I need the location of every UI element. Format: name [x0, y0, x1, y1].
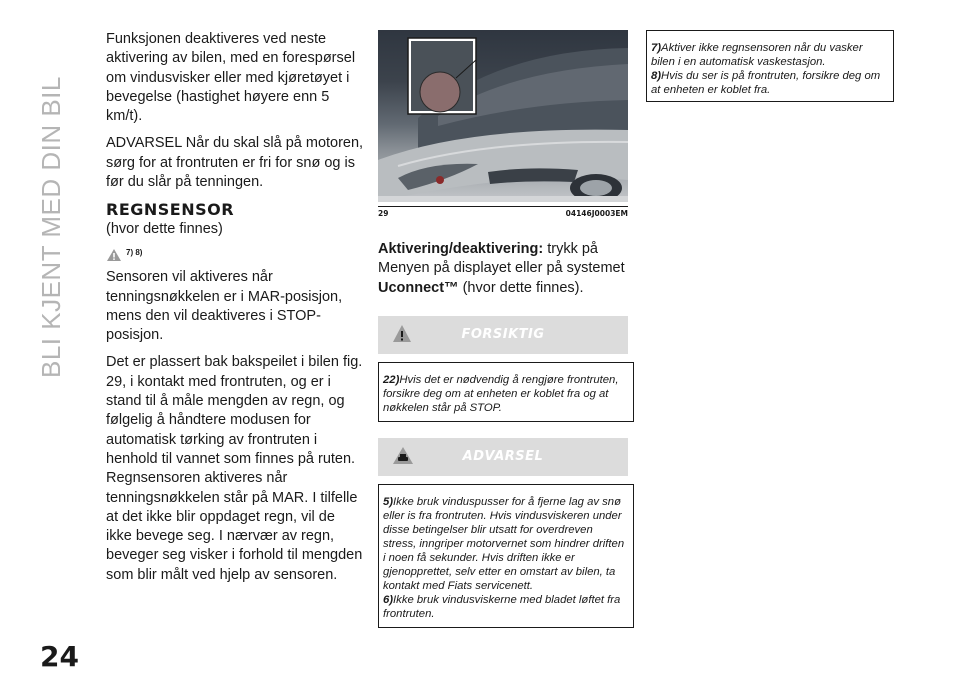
activation-text [378, 240, 628, 298]
warning-number-2: 6) [383, 593, 394, 606]
figure-caption [378, 206, 628, 218]
paragraph-warning-start: ADVARSEL Når du skal slå på motoren, sørg for at frontruten er fri for snø og is før du slår på tenningen. [106, 135, 364, 191]
figure-code: 04146J0003EM [565, 209, 628, 218]
caution-number: 22) [383, 373, 400, 386]
activation-text-2: (hvor dette finnes). [458, 279, 584, 296]
section-heading-rain-sensor: REGNSENSOR [106, 200, 235, 220]
note-number-8: 8) [651, 70, 662, 82]
caution-icon [392, 324, 412, 344]
page-number: 24 [40, 640, 79, 673]
figure-number: 29 [378, 209, 389, 218]
note-number-7: 7) [651, 42, 662, 54]
notes-box [646, 30, 894, 102]
activation-label: Aktivering/deaktivering: [378, 241, 544, 257]
caution-text: Hvis det er nødvendig å rengjøre frontruten, forsikre deg om at enheten er koblet fra og at nøkkelen står på STOP. [383, 373, 619, 414]
section-subheading: (hvor dette finnes) [106, 220, 223, 237]
warning-icon [106, 248, 122, 262]
reference-numbers: 7) 8) [126, 247, 143, 257]
paragraph-deactivation: Funksjonen deaktiveres ved neste aktivering av bilen, med en forespørsel om vindusvisker eller med kjøretøyet i bevegelse (hastighet høyere enn 5 km/t). [106, 31, 356, 125]
chapter-side-title: BLI KJENT MED DIN BIL [36, 76, 66, 378]
caution-body [378, 362, 634, 422]
column-2 [378, 30, 628, 628]
car-illustration [378, 30, 628, 202]
column-1 [106, 30, 364, 593]
warning-text-2: Ikke bruk vindusviskerne med bladet løftet fra frontruten. [383, 593, 621, 620]
warning-header [378, 438, 628, 476]
car-warning-icon [392, 446, 414, 466]
caution-header [378, 316, 628, 354]
warning-references [106, 243, 364, 262]
uconnect-label: Uconnect™ [378, 279, 459, 296]
warning-text-1: Ikke bruk vinduspusser for å fjerne lag av snø eller is fra frontruten. Hvis vindusviskeren under disse betingelser blir utsatt for overdreven stress, inngriper motorvernet som hindrer driften i noen få sekunder. Hvis driften ikke er gjenopprettet, selv etter en omstart av bilen, ta kontakt med Fiats servicenett. [383, 495, 625, 592]
note-text-8: Hvis du ser is på frontruten, forsikre deg om at enheten er koblet fra. [651, 70, 881, 96]
column-3 [646, 30, 892, 102]
paragraph-sensor-description: Det er plassert bak bakspeilet i bilen fig. 29, i kontakt med frontruten, og er i stand til å måle mengden av regn, og følgelig å håndtere modusen for automatisk tørking av frontruten i henhold til vannet som finnes på ruten. Regnsensoren aktiveres når tenningsnøkkelen står på MAR. I tilfelle at det ikke blir oppdaget regn, vil de ikke bevege seg. I nærvær av regn, beveger seg visker i forhold til mengden som blir målt ved hjelp av sensoren. [106, 354, 363, 583]
warning-number-1: 5) [383, 495, 394, 508]
activation-text-1: trykk på Menyen på displayet eller på systemet [378, 241, 625, 277]
warning-title: ADVARSEL [462, 449, 544, 465]
figure-rain-sensor-photo [378, 30, 628, 202]
caution-title: FORSIKTIG [461, 327, 545, 343]
note-text-7: Aktiver ikke regnsensoren når du vasker bilen i en automatisk vaskestasjon. [651, 42, 863, 68]
paragraph-sensor-activation: Sensoren vil aktiveres når tenningsnøkkelen er i MAR-posisjon, mens den vil deaktiveres i STOP-posisjon. [106, 269, 343, 344]
warning-body [378, 484, 634, 628]
